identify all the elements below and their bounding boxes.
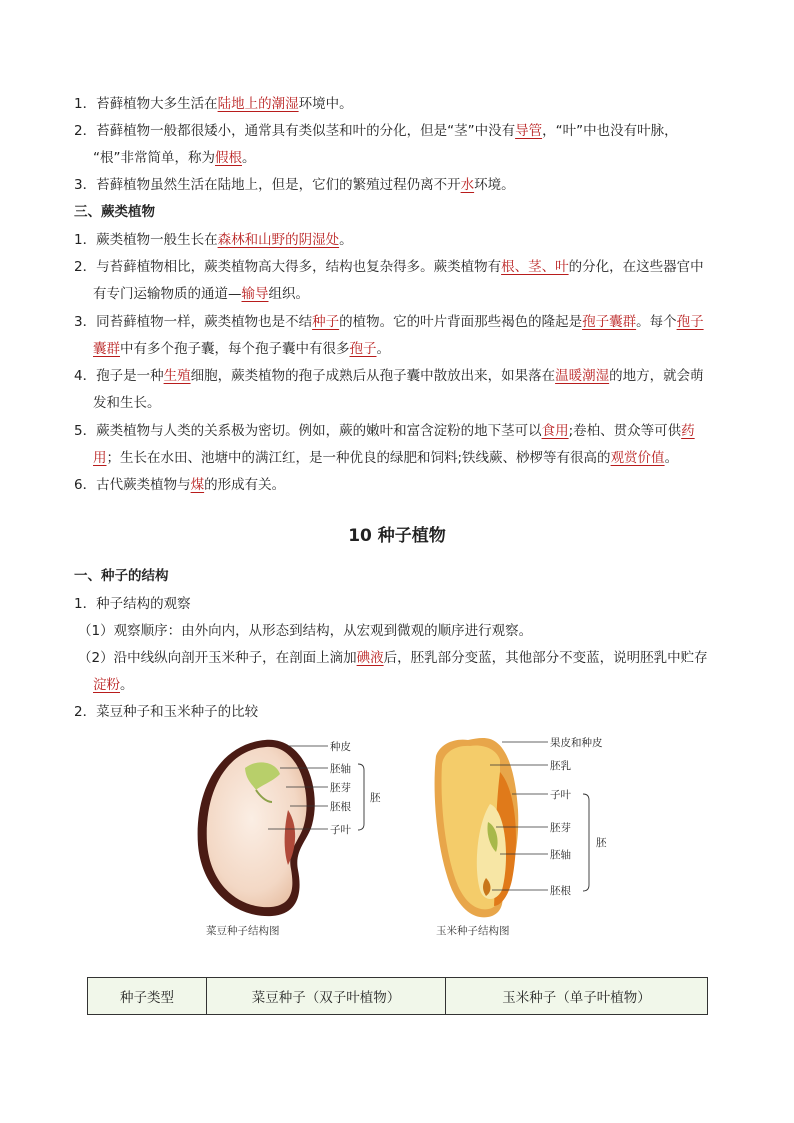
fern-point-4: 4．孢子是一种生殖细胞，蕨类植物的孢子成熟后从孢子囊中散放出来，如果落在温暖潮湿的地方，就会萌	[74, 368, 704, 384]
answer-text: 陆地上的潮湿	[217, 96, 299, 112]
seed-point-1-a: （1）观察顺序：由外向内，从形态到结构，从宏观到微观的顺序进行观察。	[78, 623, 533, 639]
label-plumule: 胚芽	[330, 782, 351, 794]
table-header-cell: 玉米种子（单子叶植物）	[446, 978, 708, 1015]
answer-text: 生殖	[163, 368, 191, 384]
section-heading-fern: 三、蕨类植物	[74, 204, 155, 220]
moss-point-1: 1．苔藓植物大多生活在陆地上的潮湿环境中。	[74, 96, 353, 112]
answer-text: 煤	[190, 477, 205, 493]
corn-figure-caption: 玉米种子结构图	[436, 925, 510, 937]
label-endosperm: 胚乳	[550, 760, 571, 772]
label-pericarp-and-seed-coat: 果皮和种皮	[550, 737, 603, 749]
fern-point-2: 2．与苔藓植物相比，蕨类植物高大得多，结构也复杂得多。蕨类植物有根、茎、叶的分化，在这些器官中	[74, 259, 704, 275]
bean-seed-diagram	[180, 730, 400, 940]
answer-text: 孢子	[349, 341, 377, 357]
seed-point-2: 2．菜豆种子和玉米种子的比较	[74, 704, 259, 720]
seed-point-1-b: （2）沿中线纵向剖开玉米种子，在剖面上滴加碘液后，胚乳部分变蓝，其他部分不变蓝，说明胚乳中贮存	[78, 650, 708, 666]
answer-text: 温暖潮湿	[555, 368, 610, 384]
answer-text: 输导	[241, 286, 269, 302]
label-embryo: 胚	[596, 837, 607, 849]
label-radicle: 胚根	[550, 885, 571, 897]
answer-text: 药	[681, 423, 695, 439]
table-header-cell: 种子类型	[88, 978, 207, 1015]
answer-text: 用	[93, 450, 107, 466]
seed-comparison-table	[87, 977, 708, 1015]
fern-point-5: 5．蕨类植物与人类的关系极为密切。例如，蕨的嫩叶和富含淀粉的地下茎可以食用;卷柏、贯众等可供药	[74, 423, 695, 439]
fern-point-5-continued: 用；生长在水田、池塘中的满江红，是一种优良的绿肥和饲料;铁线蕨、桫椤等有很高的观赏价值。	[93, 450, 679, 466]
label-plumule: 胚芽	[550, 822, 571, 834]
chapter-title: 10 种子植物	[348, 526, 446, 546]
moss-point-2-continued: “根”非常简单，称为假根。	[93, 150, 256, 166]
moss-point-2: 2．苔藓植物一般都很矮小，通常具有类似茎和叶的分化，但是“茎”中没有导管，“叶”中也没有叶脉，	[74, 123, 678, 139]
fern-point-3-continued: 囊群中有多个孢子囊，每个孢子囊中有很多孢子。	[93, 341, 390, 357]
answer-text: 水	[460, 177, 475, 193]
answer-text: 碘液	[356, 650, 384, 666]
label-cotyledon: 子叶	[330, 824, 351, 836]
label-radicle: 胚根	[330, 801, 351, 813]
fern-point-1: 1．蕨类植物一般生长在森林和山野的阴湿处。	[74, 232, 353, 248]
table-header-cell: 菜豆种子（双子叶植物）	[207, 978, 446, 1015]
bean-figure-caption: 菜豆种子结构图	[206, 925, 280, 937]
answer-text: 观赏价值	[610, 450, 665, 466]
fern-point-2-continued: 有专门运输物质的通道—输导组织。	[93, 286, 309, 302]
answer-text: 淀粉	[93, 677, 120, 693]
answer-text: 囊群	[93, 341, 120, 357]
table-header-row	[88, 978, 708, 1015]
seed-point-1-b-continued: 淀粉。	[93, 677, 134, 693]
answer-text: 假根	[215, 150, 242, 166]
label-hypocotyl: 胚轴	[550, 849, 571, 861]
answer-text: 孢子	[676, 314, 704, 330]
seed-point-1: 1．种子结构的观察	[74, 596, 191, 612]
answer-text: 食用	[541, 423, 569, 439]
answer-text: 孢子囊群	[582, 314, 637, 330]
bean-seed-figure	[180, 730, 400, 940]
section-heading-seed-structure: 一、种子的结构	[74, 568, 169, 584]
corn-seed-diagram	[420, 730, 620, 940]
label-embryo: 胚	[370, 792, 381, 804]
answer-text: 根、茎、叶	[501, 259, 569, 275]
label-seed-coat: 种皮	[330, 741, 351, 753]
fern-point-6: 6．古代蕨类植物与煤的形成有关。	[74, 477, 286, 493]
corn-seed-figure	[420, 730, 620, 940]
answer-text: 森林和山野的阴湿处	[217, 232, 340, 248]
label-hypocotyl: 胚轴	[330, 763, 351, 775]
label-cotyledon: 子叶	[550, 789, 571, 801]
answer-text: 导管	[515, 123, 543, 139]
fern-point-4-continued: 发和生长。	[93, 395, 161, 411]
moss-point-3: 3．苔藓植物虽然生活在陆地上，但是，它们的繁殖过程仍离不开水环境。	[74, 177, 515, 193]
fern-point-3: 3．同苔藓植物一样，蕨类植物也是不结种子的植物。它的叶片背面那些褐色的隆起是孢子囊群。每个孢子	[74, 314, 704, 330]
answer-text: 种子	[312, 314, 340, 330]
